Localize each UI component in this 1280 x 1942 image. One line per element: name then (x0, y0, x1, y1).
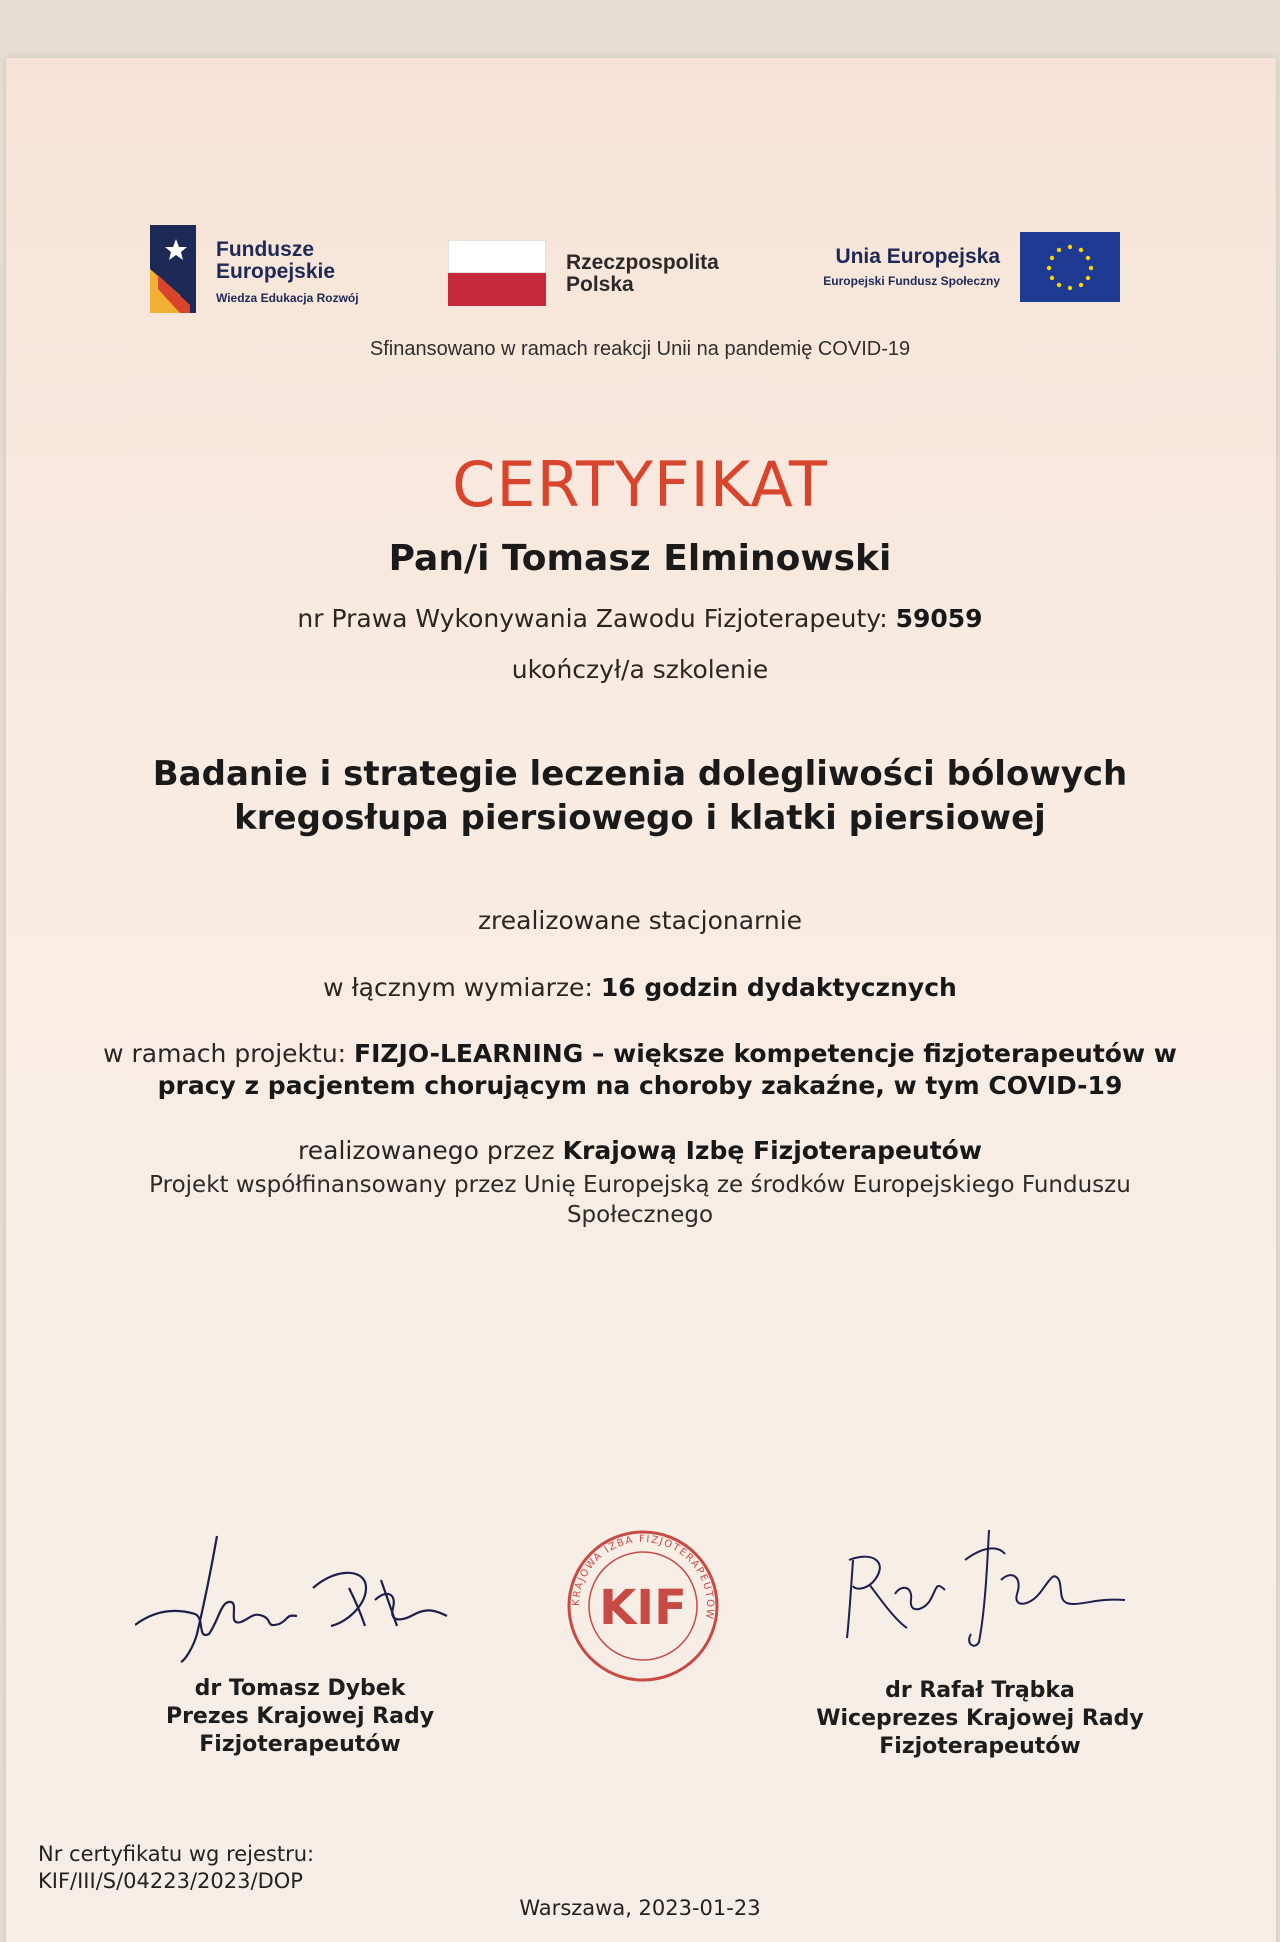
signatory-left-name: dr Tomasz Dybek (194, 1676, 406, 1701)
registry-block (38, 1841, 314, 1895)
hours-label: w łącznym wymiarze: (323, 973, 593, 1002)
project-label: w ramach projektu: (103, 1039, 347, 1068)
signature-right (825, 1520, 1145, 1650)
course-title-line1: Badanie i strategie leczenia dolegliwości bólowych (152, 754, 1128, 794)
rp-line1: Rzeczpospolita (566, 251, 719, 274)
signatory-right (780, 1677, 1180, 1761)
license-line (0, 604, 1280, 633)
seal-ring-text: KRAJOWA IZBA FIZJOTERAPEUTÓW (570, 1533, 716, 1621)
fundusze-subtitle: Wiedza Edukacja Rozwój (216, 291, 359, 305)
certificate-title: CERTYFIKAT (452, 448, 828, 521)
kif-seal (563, 1526, 723, 1686)
cofinance-note (0, 1170, 1280, 1230)
project-line1 (0, 1038, 1280, 1070)
seal-logo-text: KIF (599, 1580, 687, 1636)
fundusze-europejskie-icon (150, 225, 198, 313)
fundusze-europejskie-logo (150, 225, 410, 315)
eu-flag-icon (1020, 232, 1120, 302)
realized-label: realizowanego przez (298, 1136, 555, 1165)
signatory-right-role1: Wiceprezes Krajowej Rady (816, 1706, 1144, 1731)
signatory-right-name: dr Rafał Trąbka (885, 1678, 1075, 1703)
registry-label: Nr certyfikatu wg rejestru: (38, 1842, 315, 1866)
hours-line (0, 973, 1280, 1002)
ue-subtitle: Europejski Fundusz Społeczny (823, 274, 1000, 288)
rzeczpospolita-polska-logo (448, 240, 748, 310)
project-name-line1: FIZJO-LEARNING – większe kompetencje fizjoterapeutów w (354, 1039, 1177, 1068)
completed-text: ukończył/a szkolenie (511, 655, 769, 684)
realized-by: Krajową Izbę Fizjoterapeutów (562, 1136, 982, 1165)
polish-flag-icon (448, 240, 546, 306)
signature-left (135, 1530, 465, 1670)
cofinance-line1: Projekt współfinansowany przez Unię Europejską ze środków Europejskiego Funduszu (149, 1172, 1131, 1198)
registry-number: KIF/III/S/04223/2023/DOP (38, 1869, 303, 1893)
fundusze-line2: Europejskie (216, 260, 336, 283)
license-number: 59059 (895, 604, 983, 633)
signatory-left-role2: Fizjoterapeutów (199, 1732, 401, 1757)
rp-line2: Polska (566, 273, 634, 296)
license-label: nr Prawa Wykonywania Zawodu Fizjoterapeuty: (297, 604, 888, 633)
unia-europejska-logo (770, 232, 1120, 306)
signatory-left-role1: Prezes Krajowej Rady (165, 1704, 435, 1729)
project-name-line2: pracy z pacjentem chorującym na choroby zakaźne, w tym COVID-19 (157, 1071, 1123, 1100)
mode-text: zrealizowane stacjonarnie (477, 906, 803, 935)
fundusze-line1: Fundusze (216, 238, 314, 261)
ue-title: Unia Europejska (835, 245, 1000, 268)
recipient-name: Pan/i Tomasz Elminowski (388, 538, 892, 579)
project-block (0, 1038, 1280, 1102)
hours-value: 16 godzin dydaktycznych (600, 973, 957, 1002)
realized-line (0, 1136, 1280, 1165)
cofinance-line2: Społecznego (566, 1202, 714, 1228)
signatory-left (120, 1675, 480, 1759)
signatory-right-role2: Fizjoterapeutów (879, 1734, 1081, 1759)
course-title-line2: kregosłupa piersiowego i klatki piersiowej (234, 798, 1046, 838)
funding-note: Sfinansowano w ramach reakcji Unii na pandemię COVID-19 (369, 338, 911, 360)
place-date: Warszawa, 2023-01-23 (519, 1896, 761, 1920)
project-line2 (0, 1070, 1280, 1102)
course-title (0, 752, 1280, 840)
